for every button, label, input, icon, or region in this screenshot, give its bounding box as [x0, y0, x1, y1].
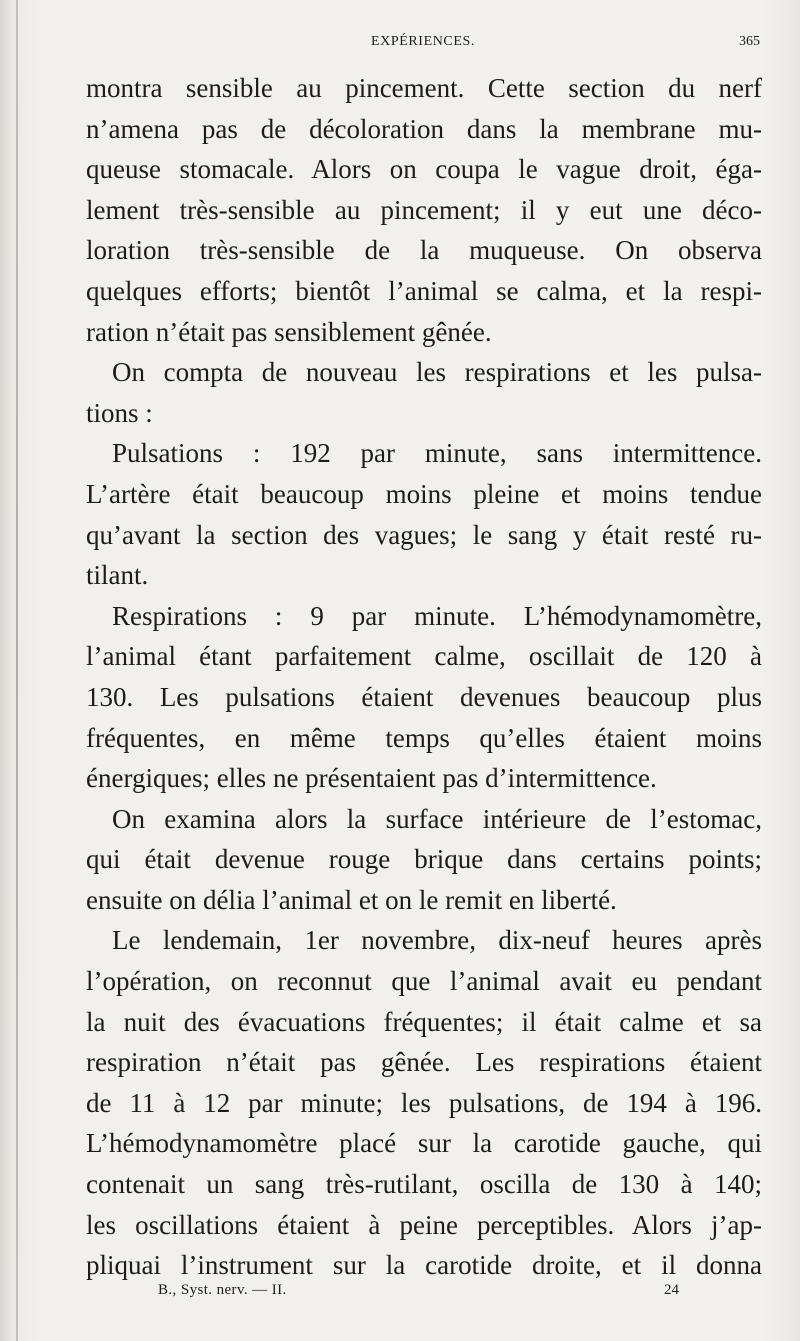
text-line: la nuit des évacuations fréquentes; il était calme et sa: [86, 1006, 762, 1037]
text-line: ensuite on délia l’animal et on le remit en liberté.: [86, 884, 617, 915]
page-footer: [86, 1282, 762, 1302]
text-line: contenait un sang très-rutilant, oscilla de 130 à 140;: [86, 1169, 762, 1200]
text-line: fréquentes, en même temps qu’elles étaient moins: [86, 722, 762, 753]
text-line: tilant.: [86, 560, 149, 591]
body-text: [86, 68, 762, 1286]
text-line: pliquai l’instrument sur la carotide droite, et il donna: [86, 1250, 762, 1281]
text-line: On examina alors la surface intérieure de l’estomac,: [112, 803, 762, 834]
text-line: lement très-sensible au pincement; il y eut une déco-: [86, 194, 762, 225]
text-line: ration n’était pas sensiblement gênée.: [86, 316, 492, 347]
text-line: énergiques; elles ne présentaient pas d’intermittence.: [86, 763, 657, 794]
running-header: [86, 34, 760, 54]
text-line: L’hémodynamomètre placé sur la carotide gauche, qui: [86, 1128, 762, 1159]
text-line: Le lendemain, 1er novembre, dix-neuf heures après: [112, 925, 762, 956]
text-line: Pulsations : 192 par minute, sans intermittence.: [112, 438, 762, 469]
text-line: loration très-sensible de la muqueuse. On observa: [86, 235, 762, 266]
text-line: tions :: [86, 397, 153, 428]
text-line: Respirations : 9 par minute. L’hémodynamomètre,: [112, 600, 762, 631]
page-number: 365: [739, 34, 760, 49]
running-header-title: EXPÉRIENCES.: [370, 34, 476, 49]
text-line: de 11 à 12 par minute; les pulsations, de 194 à 196.: [86, 1087, 762, 1118]
sheet-number: 24: [664, 1282, 679, 1298]
signature-mark: B., Syst. nerv. — II.: [158, 1282, 287, 1298]
text-line: 130. Les pulsations étaient devenues beaucoup plus: [86, 681, 762, 712]
text-line: queuse stomacale. Alors on coupa le vague droit, éga-: [86, 154, 762, 185]
text-line: L’artère était beaucoup moins pleine et moins tendue: [86, 478, 762, 509]
text-line: qu’avant la section des vagues; le sang y était resté ru-: [86, 519, 762, 550]
text-line: quelques efforts; bientôt l’animal se calma, et la respi-: [86, 275, 762, 306]
text-line: l’animal étant parfaitement calme, oscillait de 120 à: [86, 641, 762, 672]
text-line: n’amena pas de décoloration dans la membrane mu-: [86, 113, 762, 144]
text-line: respiration n’était pas gênée. Les respirations étaient: [86, 1047, 762, 1078]
text-line: montra sensible au pincement. Cette section du nerf: [86, 73, 762, 103]
text-line: les oscillations étaient à peine perceptibles. Alors j’ap-: [86, 1209, 762, 1240]
text-line: On compta de nouveau les respirations et les pulsa-: [112, 357, 762, 388]
text-line: qui était devenue rouge brique dans certains points;: [86, 844, 762, 875]
text-line: l’opération, on reconnut que l’animal avait eu pendant: [86, 966, 762, 997]
binding-gutter: [16, 0, 18, 1341]
